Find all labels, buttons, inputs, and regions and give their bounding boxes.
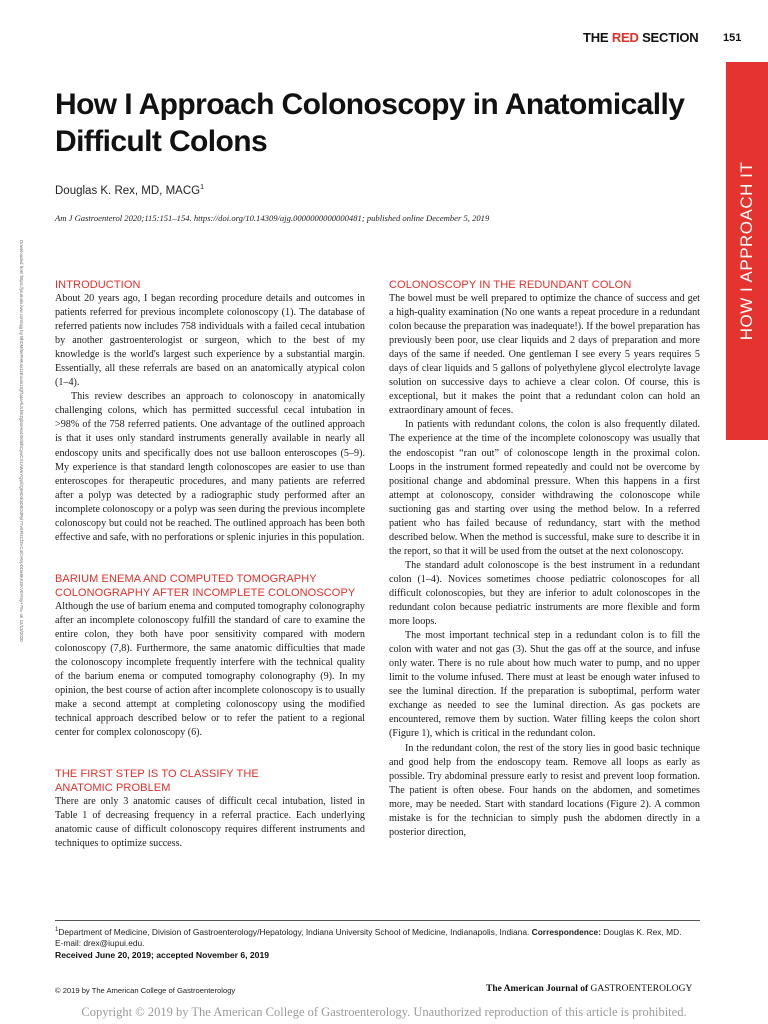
footer-copyright: © 2019 by The American College of Gastroenterology [55,986,236,995]
citation-line: Am J Gastroenterol 2020;115:151–154. https://doi.org/10.14309/ajg.0000000000000481; published online December 5, 2019 [55,213,490,223]
section-header-red: RED [611,30,639,45]
heading-first-step: THE FIRST STEP IS TO CLASSIFY THE ANATOMIC PROBLEM [55,768,259,795]
section-header-pre: THE [583,30,612,45]
author-name: Douglas K. Rex, MD, MACG [55,184,201,197]
article-title: How I Approach Colonoscopy in Anatomically Difficult Colons [55,88,685,158]
page-number: 151 [723,32,742,44]
redundant-paragraph-5: In the redundant colon, the rest of the story lies in good basic technique and good help from the endoscopy team. Remove all loops as early as possible. Try abdominal pressure early to resist and prevent loop formation. The patient is often obese. Four hands on the abdomen, and sometimes more, may be needed. Start with standard locations (Figure 2). A common mistake is for the technician to simply push the abdomen directly in a posterior direction, [389,742,700,838]
section-gap [55,740,365,767]
side-tab-label: HOW I APPROACH IT [737,161,756,341]
intro-paragraph-2: This review describes an approach to colonoscopy in anatomically challenging colons, which has permitted successful cecal intubation in >98% of the 758 referred patients. One advantage of the outlined approach is that it uses only standard instruments generally available in nearly all endoscopy units and specifically does not use balloon enteroscopes (5–9). My experience is that standard length colonoscopes are easier to use than enteroscopes for therapeutic procedures, and many patients are referred after a polyp was detected by a radiographic study performed after an incomplete colonoscopy or a polyp was seen during the previous incomplete colonoscopy but could not be reached. The outlined approach has been both effective and safe, with no perforations or splenic injuries in this population. [55,391,365,543]
left-column [55,278,365,852]
section-header-post: SECTION [638,30,699,45]
intro-paragraph-1: About 20 years ago, I began recording procedure details and outcomes in patients referred for previous incomplete colonoscopy (1). The database of referred patients now includes 758 individuals with a failed cecal intubation by another gastroenterologist or surgeon, which to the best of my knowledge is the world's largest such experience by a substantial margin. Essentially, all these referrals are based on an anatomically atypical colon (1–4). [55,293,365,389]
footnote-rule [55,920,700,921]
received-dates: Received June 20, 2019; accepted November 6, 2019 [55,950,270,960]
footnote [55,925,705,950]
footnote-marker: 1 [55,927,59,933]
footer-journal-pre: The American Journal of [486,984,591,994]
author-affil-marker: 1 [200,184,204,191]
redundant-paragraph-3: The standard adult colonoscope is the best instrument in a redundant colon (1–4). Novices sometimes choose pediatric colonoscopes for all difficult colonoscopies, but they are inferior to adult colonoscopes in the redundant colon because pediatric instruments are more flexible and form more loops. [389,559,700,628]
heading-barium-enema: BARIUM ENEMA AND COMPUTED TOMOGRAPHY COLONOGRAPHY AFTER INCOMPLETE COLONOSCOPY [55,572,356,599]
footnote-email: E-mail: drex@iupui.edu. [55,938,145,949]
section-header [583,30,698,45]
barium-paragraph-1: Although the use of barium enema and computed tomography colonography after an incomplete colonoscopy fulfill the standard of care to examine the entire colon, they both have poor sensitivity compared with modern colonoscopy (7,8). Furthermore, the same anatomic difficulties that made the colonoscopy incomplete frequently interfere with the technical quality of the barium enema or computed tomography colonography (9). In my opinion, the best course of action after incomplete colonoscopy is to usually make a second attempt at completing colonoscopy using the modified technical approach described below or to refer the patient to a regional center for complex colonoscopy (6). [55,600,365,739]
download-note-text: Downloaded from https://journals.lww.com/ajg by BhDMf5ePHKav1zEoum1tQfN4a+kJLhEZgbsIHo4XMi0hCywCX1AWnYQp/IlQrHD3i3D0OdRyi7TvSFl4Cf3VC4/OAVpDDa8KKGKV0Ymy+78= on 12/13/2020 [19,240,24,642]
side-tab [726,62,768,440]
redundant-paragraph-1: The bowel must be well prepared to optimize the chance of success and get a high-quality examination (No one wants a repeat procedure in a redundant colon because the preparation was inadequate!). If the bowel preparation has previously been poor, use clear liquids and 2 days of preparation and more days of the same if needed. One gentleman I see every 5 years requires 5 days of clear liquids and 5 gallons of polyethylene glycol electrolyte lavage solution on successive days to achieve a clear colon. Of course, this is exceptional, but it makes the point that a redundant colon can hold an extraordinary amount of feces. [389,293,700,417]
author-line [55,184,204,197]
redundant-paragraph-4: The most important technical step in a redundant colon is to fill the colon with water and not gas (3). Shut the gas off at the source, and infuse only water. There is no rule about how much water to pump, and no upper limit to the volume infused. There must at least be enough water infused to see the luminal direction. If the preparation is suboptimal, perform water exchange as needed to see the luminal direction. As gas pockets are encountered, remove them by suction. Water filling keeps the colon short (Figure 1), which is critical in the redundant colon. [389,630,700,740]
redundant-paragraph-2: In patients with redundant colons, the colon is also frequently dilated. The experience at the time of the incomplete colonoscopy was usually that the endoscopist “ran out” of colonoscope length in the proximal colon. Loops in the instrument formed repeatedly and could not be overcome by positional change and abdominal pressure. When this happens in a first attempt at colonoscopy, consider withdrawing the colonoscope while suctioning gas and starting over using the method below. In a referred patient who has failed because of redundancy, start with the method described below. When the method is successful, make sure to describe it in the report, so that it will be used from the outset at the next colonoscopy. [389,419,700,557]
heading-introduction: INTRODUCTION [55,279,141,291]
section-gap [55,545,365,572]
footnote-correspondence-name: Douglas K. Rex, MD. [603,926,682,937]
heading-redundant-colon: COLONOSCOPY IN THE REDUNDANT COLON [389,279,632,291]
footer-journal [486,984,692,994]
right-column [389,278,700,840]
download-note [20,240,28,760]
footer-journal-name: GASTROENTEROLOGY [590,984,693,994]
footnote-affiliation: Department of Medicine, Division of Gastroenterology/Hepatology, Indiana University School of Medicine, Indianapolis, Indiana. [58,926,530,937]
footnote-correspondence-label: Correspondence: [531,926,601,937]
first-step-paragraph-1: There are only 3 anatomic causes of difficult cecal intubation, listed in Table 1 of decreasing frequency in a referral practice. Each underlying anatomic cause of difficult colonoscopy requires different instruments and techniques to optimize success. [55,796,365,850]
copyright-watermark: Copyright © 2019 by The American College of Gastroenterology. Unauthorized reproduction of this article is prohibited. [81,1005,687,1019]
